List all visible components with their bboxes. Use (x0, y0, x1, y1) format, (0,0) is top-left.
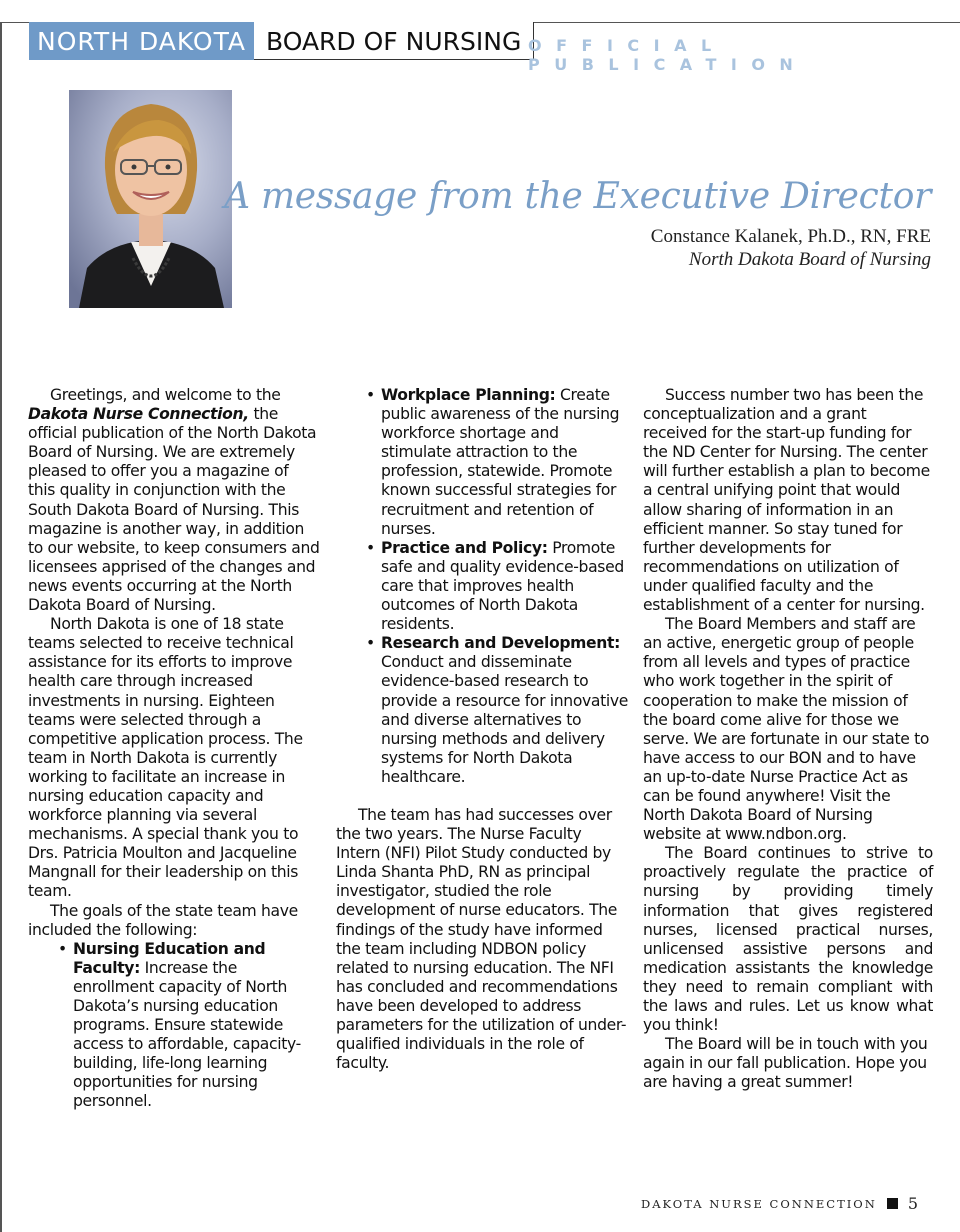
paragraph-successes: The team has had successes over the two years. The Nurse Faculty Intern (NFI) Pilot Study conducted by Linda Shanta PhD, RN as principal investigator, studied the role development of nurse educators. The findings of the study have informed the team including NDBON policy related to nursing education. The NFI has concluded and recommendations have been developed to address parameters for the utilization of under-qualified individuals in the role of faculty. (336, 805, 627, 1073)
goal-text: Create public awareness of the nursing workforce shortage and stimulate attraction to the profession, statewide. Promote known successful strategies for recruitment and retention of nurses. (381, 386, 620, 538)
bullet-icon: • (366, 386, 375, 404)
bullet-icon: • (58, 939, 67, 958)
paragraph-greeting (28, 386, 320, 615)
paragraph-goals-intro: The goals of the state team have included the following: (28, 901, 298, 939)
goal-title: Research and Development: (381, 634, 620, 653)
bullet-icon: • (366, 538, 375, 557)
masthead (29, 22, 534, 60)
greeting-text-rest: the official publication of the North Dakota Board of Nursing. We are extremely pleased to offer you a magazine of this quality in conjunction with the South Dakota Board of Nursing. This magazine is another way, in addition to our website, to keep consumers and licensees apprised of the changes and news events occurring at the North Dakota Board of Nursing. (28, 405, 320, 615)
list-item (366, 538, 628, 634)
goal-text: Conduct and disseminate evidence-based research to provide a resource for innovative and diverse alternatives to nursing methods and delivery systems for North Dakota healthcare. (381, 653, 628, 786)
paragraph-center-for-nursing: Success number two has been the conceptualization and a grant received for the start-up funding for the ND Center for Nursing. The center will further establish a plan to become a central unifying point that would allow sharing of information in an efficient manner. So stay tuned for further developments for recommendations on utilization of under qualified faculty and the establishment of a center for nursing. (643, 386, 930, 615)
page-footer (641, 1194, 918, 1213)
spacer (336, 787, 628, 806)
paragraph-board-continues: The Board continues to strive to proactively regulate the practice of nursing by providing timely information that gives registered nurses, licensed practical nurses, unlicensed assistive persons and medication assistants the knowledge they need to remain compliant with the laws and rules. Let us know what you think! (643, 844, 933, 1035)
footer-publication-name: DAKOTA NURSE CONNECTION (640, 1196, 877, 1211)
frame-left-rule (0, 22, 2, 1232)
goal-text: Increase the enrollment capacity of North Dakota’s nursing education programs. Ensure statewide access to affordable, capacity-building, life-long learning opportunities for nursing personnel. (73, 958, 301, 1111)
masthead-board: BOARD OF NURSING (254, 22, 534, 60)
goal-title: Practice and Policy: (381, 538, 548, 557)
magazine-name: Dakota Nurse Connection, (28, 405, 249, 424)
portrait-illustration (69, 90, 232, 308)
list-item (366, 386, 628, 539)
bullet-icon: • (366, 634, 375, 653)
masthead-official-publication: OFFICIAL PUBLICATION (528, 36, 808, 74)
paragraph-closing: The Board will be in touch with you again in our fall publication. Hope you are having a great summer! (643, 1035, 928, 1092)
paragraph-board-members: The Board Members and staff are an active, energetic group of people from all levels and types of practice who work together in the spirit of cooperation to make the mission of the board come alive for those we serve. We are fortunate in our state to have access to our BON and to have an up-to-date Nurse Practice Act as can be found anywhere! Visit the North Dakota Board of Nursing website at www.ndbon.org. (643, 615, 930, 844)
article-column-1 (28, 386, 320, 1112)
goals-list (28, 940, 320, 1112)
article-title: A message from the Executive Director (224, 176, 931, 217)
article-author: Constance Kalanek, Ph.D., RN, FRE (650, 226, 931, 247)
paragraph-state-teams: North Dakota is one of 18 state teams selected to receive technical assistance for its efforts to improve health care through increased investments in nursing. Eighteen teams were selected through a competitive application process. The team in North Dakota is currently working to facilitate an increase in nursing education capacity and workforce planning via several mechanisms. A special thank you to Drs. Patricia Moulton and Jacqueline Mangnall for their leadership on this team. (28, 615, 303, 901)
article-author-organization: North Dakota Board of Nursing (688, 249, 931, 270)
masthead-state: NORTH DAKOTA (29, 22, 254, 60)
article-column-2 (336, 386, 628, 1073)
goal-text: Promote safe and quality evidence-based care that improves health outcomes of North Dakota residents. (381, 538, 624, 634)
greeting-text: Greetings, and welcome to the (50, 386, 281, 404)
director-portrait (69, 90, 232, 308)
list-item (58, 939, 320, 1112)
page-number: 5 (907, 1194, 918, 1213)
footer-square-icon (887, 1198, 898, 1209)
list-item (366, 634, 628, 787)
goals-list-continued (336, 386, 628, 787)
article-column-3 (643, 386, 933, 1092)
goal-title: Workplace Planning: (381, 386, 556, 404)
goal-title: Nursing Education and Faculty: (73, 939, 266, 977)
